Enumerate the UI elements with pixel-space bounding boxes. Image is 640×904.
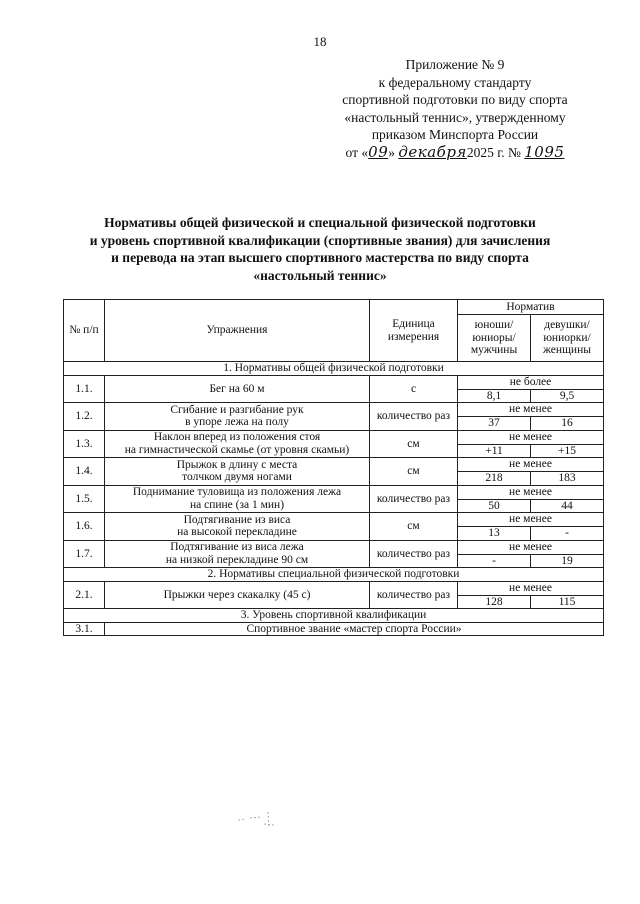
page-number: 18 xyxy=(313,34,327,49)
norm-condition: не менее xyxy=(458,403,604,417)
exercise-line-2: на низкой перекладине 90 см xyxy=(165,553,309,566)
norm-girls-value: +15 xyxy=(531,444,604,458)
section-2-title: 2. Нормативы специальной физической подготовки xyxy=(64,568,604,582)
exercise-line-1: Подтягивание из виса лежа xyxy=(170,541,304,554)
handwritten-month: декабря xyxy=(398,142,467,161)
norm-condition: не менее xyxy=(458,581,604,595)
norms-table xyxy=(63,299,604,636)
header-boys: юноши/ юниоры/ мужчины xyxy=(458,315,531,362)
handwritten-day: 09 xyxy=(368,142,389,161)
handwritten-order-number: 1095 xyxy=(524,142,565,161)
exercise-line-2: в упоре лежа на полу xyxy=(185,416,289,429)
norm-boys-value: 128 xyxy=(458,595,531,609)
row-exercise xyxy=(105,430,370,458)
norm-condition: не менее xyxy=(458,485,604,499)
row-title: Спортивное звание «мастер спорта России» xyxy=(105,622,604,636)
table-row xyxy=(64,540,604,554)
date-year: 2025 г. № xyxy=(466,144,525,160)
appendix-line-1: Приложение № 9 xyxy=(405,57,505,72)
table-row xyxy=(64,403,604,417)
row-num: 1.7. xyxy=(64,540,105,568)
section-1-title: 1. Нормативы общей физической подготовки xyxy=(64,362,604,376)
row-exercise xyxy=(105,458,370,486)
norm-boys-value: 37 xyxy=(458,417,531,431)
norm-girls-value: - xyxy=(531,527,604,541)
row-unit: количество раз xyxy=(370,540,458,568)
row-exercise xyxy=(105,375,370,403)
exercise-line-1: Поднимание туловища из положения лежа xyxy=(132,486,342,499)
norm-girls-value: 19 xyxy=(531,554,604,568)
appendix-line-3: спортивной подготовки по виду спорта xyxy=(342,92,568,107)
exercise-line-1: Бег на 60 м xyxy=(209,382,265,395)
exercise-line-1: Наклон вперед из положения стоя xyxy=(153,431,321,444)
row-exercise xyxy=(105,581,370,609)
norm-condition: не менее xyxy=(458,458,604,472)
row-unit: см xyxy=(370,513,458,541)
document-title xyxy=(40,214,600,284)
appendix-header xyxy=(300,56,610,161)
exercise-line-1: Прыжок в длину с места xyxy=(176,458,298,471)
row-exercise xyxy=(105,513,370,541)
row-unit: см xyxy=(370,430,458,458)
date-prefix: от « xyxy=(345,144,369,160)
norm-boys-value: 13 xyxy=(458,527,531,541)
norm-boys-value: 218 xyxy=(458,472,531,486)
row-num: 1.5. xyxy=(64,485,105,513)
norm-boys-value: 50 xyxy=(458,499,531,513)
section-3-title: 3. Уровень спортивной квалификации xyxy=(64,609,604,623)
norm-condition: не менее xyxy=(458,513,604,527)
norm-girls-value: 16 xyxy=(531,417,604,431)
date-mid: » xyxy=(388,144,399,160)
exercise-line-2: на высокой перекладине xyxy=(177,526,297,539)
header-norm: Норматив xyxy=(458,300,604,315)
row-num: 1.2. xyxy=(64,403,105,431)
pen-mark-scribble xyxy=(234,806,284,836)
row-num: 1.3. xyxy=(64,430,105,458)
header-unit: Единица измерения xyxy=(370,300,458,362)
section-row xyxy=(64,362,604,376)
table-row xyxy=(64,458,604,472)
section-row xyxy=(64,609,604,623)
norm-condition: не менее xyxy=(458,540,604,554)
norm-condition: не более xyxy=(458,375,604,389)
row-num: 1.4. xyxy=(64,458,105,486)
title-line-3: и перевода на этап высшего спортивного мастерства по виду спорта xyxy=(111,250,529,265)
table-row xyxy=(64,430,604,444)
row-unit: см xyxy=(370,458,458,486)
header-exercise: Упражнения xyxy=(105,300,370,362)
exercise-line-2: толчком двумя ногами xyxy=(182,471,292,484)
exercise-line-2: на гимнастической скамье (от уровня скамьи) xyxy=(124,443,350,456)
exercise-line-1: Прыжки через скакалку (45 с) xyxy=(163,588,311,601)
norm-boys-value: - xyxy=(458,554,531,568)
table-row xyxy=(64,513,604,527)
exercise-line-1: Подтягивание из виса xyxy=(183,513,291,526)
appendix-line-4: «настольный теннис», утвержденному xyxy=(344,109,566,125)
norm-girls-value: 115 xyxy=(531,595,604,609)
appendix-line-5: приказом Минспорта России xyxy=(371,127,539,142)
row-exercise xyxy=(105,540,370,568)
row-exercise xyxy=(105,485,370,513)
title-line-1: Нормативы общей физической и специальной физической подготовки xyxy=(104,215,536,230)
norm-girls-value: 9,5 xyxy=(531,389,604,403)
order-date-line xyxy=(300,144,610,162)
row-num: 1.1. xyxy=(64,375,105,403)
table-row xyxy=(64,375,604,389)
row-unit: с xyxy=(370,375,458,403)
exercise-line-1: Сгибание и разгибание рук xyxy=(170,403,304,416)
row-unit: количество раз xyxy=(370,485,458,513)
exercise-line-2: на спине (за 1 мин) xyxy=(189,498,285,511)
norm-boys-value: 8,1 xyxy=(458,389,531,403)
section-row xyxy=(64,568,604,582)
row-exercise xyxy=(105,403,370,431)
table-row xyxy=(64,622,604,636)
row-num: 3.1. xyxy=(64,622,105,636)
title-line-2: и уровень спортивной квалификации (спортивные звания) для зачисления xyxy=(89,232,551,248)
row-num: 1.6. xyxy=(64,513,105,541)
row-num: 2.1. xyxy=(64,581,105,609)
header-num: № п/п xyxy=(64,300,105,362)
table-header-row xyxy=(64,300,604,315)
title-line-4: «настольный теннис» xyxy=(253,267,387,283)
norm-condition: не менее xyxy=(458,430,604,444)
norm-boys-value: +11 xyxy=(458,444,531,458)
table-row xyxy=(64,581,604,595)
table-row xyxy=(64,485,604,499)
appendix-line-2: к федеральному стандарту xyxy=(378,74,532,90)
norm-girls-value: 183 xyxy=(531,472,604,486)
norm-girls-value: 44 xyxy=(531,499,604,513)
row-unit: количество раз xyxy=(370,403,458,431)
row-unit: количество раз xyxy=(370,581,458,609)
header-girls: девушки/ юниорки/ женщины xyxy=(531,315,604,362)
